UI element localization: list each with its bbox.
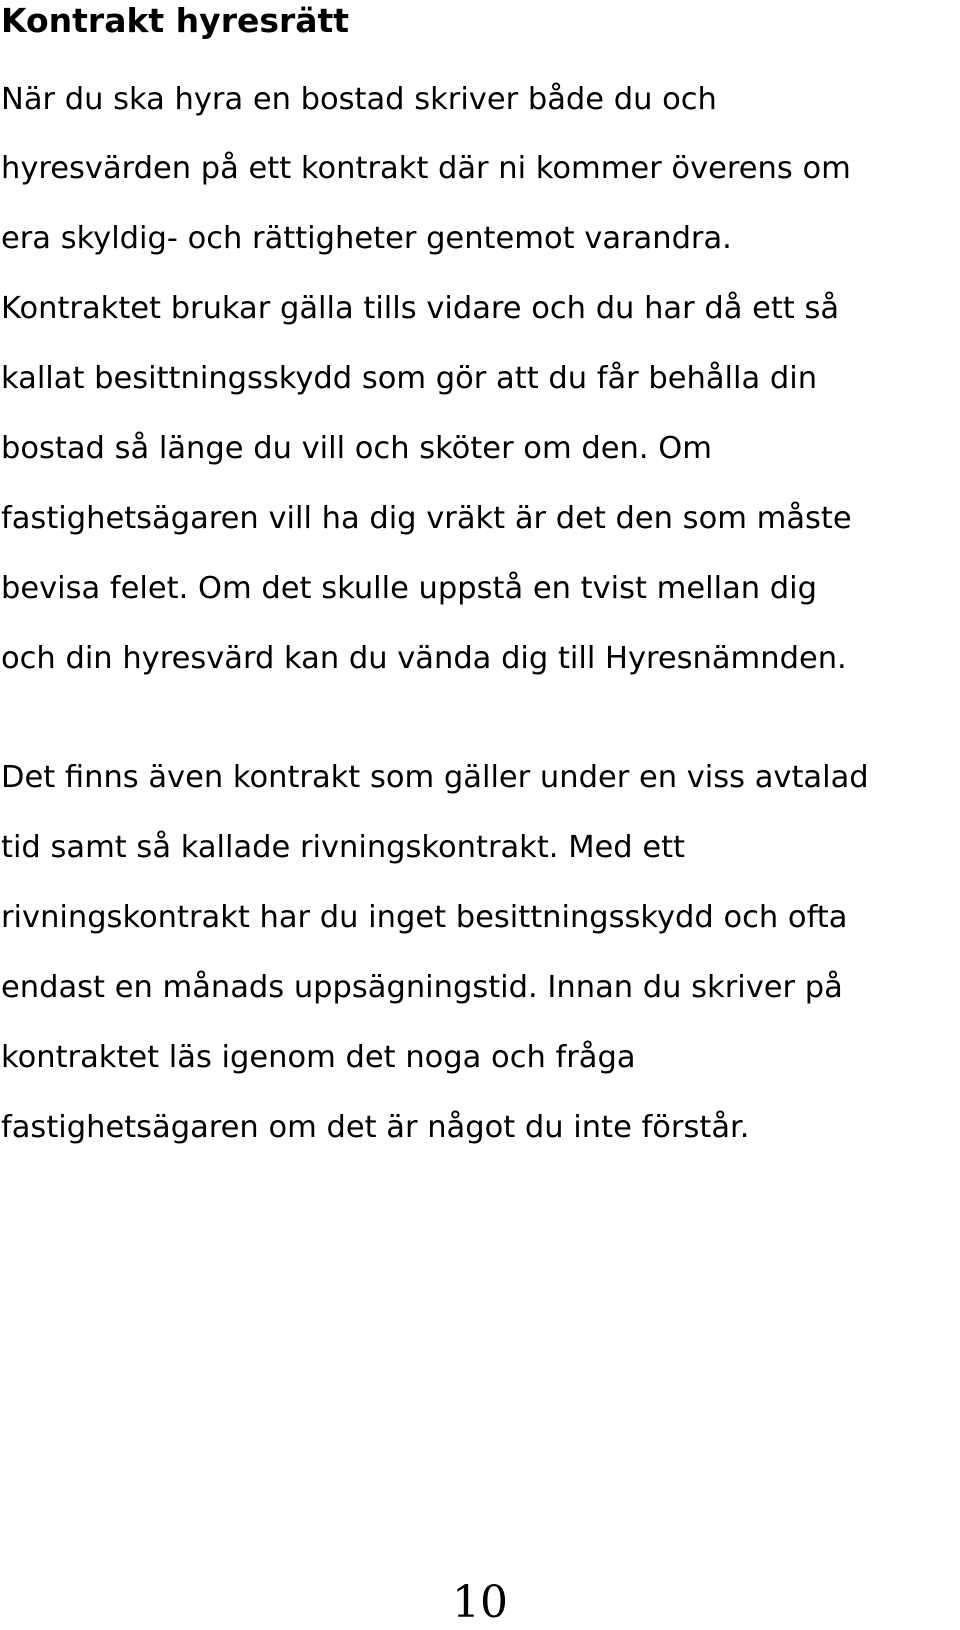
- paragraph-line: kallat besittningsskydd som gör att du får behålla din: [1, 361, 818, 396]
- paragraph-line: När du ska hyra en bostad skriver både du och: [1, 82, 717, 117]
- paragraph-line: fastighetsägaren vill ha dig vräkt är det den som måste: [1, 501, 852, 536]
- paragraph-line: endast en månads uppsägningstid. Innan du skriver på: [1, 970, 843, 1005]
- paragraph-line: rivningskontrakt har du inget besittningsskydd och ofta: [1, 900, 848, 935]
- page-title: Kontrakt hyresrätt: [1, 1, 350, 40]
- paragraph-line: bevisa felet. Om det skulle uppstå en tvist mellan dig: [1, 571, 817, 606]
- page-number: 10: [452, 1577, 508, 1628]
- paragraph-line: Det finns även kontrakt som gäller under en viss avtalad: [1, 760, 869, 795]
- paragraph-line: och din hyresvärd kan du vända dig till Hyresnämnden.: [1, 641, 847, 676]
- paragraph-line: Kontraktet brukar gälla tills vidare och du har då ett så: [1, 291, 840, 326]
- paragraph-line: bostad så länge du vill och sköter om den. Om: [1, 431, 712, 466]
- paragraph-line: fastighetsägaren om det är något du inte förstår.: [1, 1110, 750, 1145]
- paragraph-line: era skyldig- och rättigheter gentemot varandra.: [1, 221, 732, 256]
- paragraph-line: tid samt så kallade rivningskontrakt. Med ett: [1, 830, 686, 865]
- paragraph-line: hyresvärden på ett kontrakt där ni kommer överens om: [1, 151, 851, 186]
- paragraph-line: kontraktet läs igenom det noga och fråga: [1, 1040, 636, 1075]
